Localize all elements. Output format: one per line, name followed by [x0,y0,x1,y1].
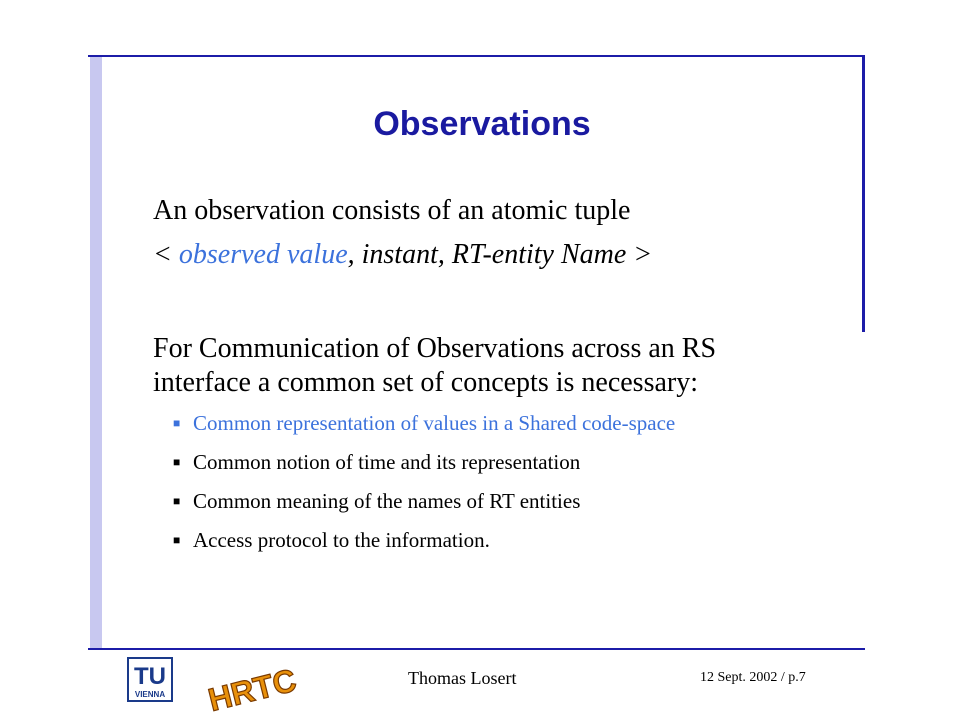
square-bullet-icon: ■ [173,455,181,469]
hrtc-logo-text: HRTC [204,661,300,719]
frame-right-line [862,55,865,332]
concepts-paragraph [153,332,716,400]
paragraph-line-2: interface a common set of concepts is necessary: [153,367,699,398]
list-item [173,449,675,488]
footer-author: Thomas Losert [408,668,517,688]
tu-vienna-logo [127,657,173,702]
slide-title: Observations [373,105,591,143]
frame-top-line [88,55,865,57]
intro-line: An observation consists of an atomic tuple [153,195,631,226]
observed-value-text: observed value [178,239,348,270]
square-bullet-icon: ■ [173,494,181,508]
hrtc-logo [204,655,300,719]
tuple-open: < [153,239,179,270]
list-item-text: Common representation of values in a Shared code-space [193,411,676,435]
list-item [173,488,675,527]
tuple-line [153,238,652,272]
paragraph-line-1: For Communication of Observations across an RS [153,333,717,364]
list-item-text: Common meaning of the names of RT entities [193,489,581,513]
list-item [173,410,675,449]
tu-logo-vienna: VIENNA [134,690,166,699]
left-side-bar [90,57,102,648]
tuple-rest: , instant, RT-entity Name > [347,239,653,270]
frame-bottom-line [88,648,865,650]
square-bullet-icon: ■ [173,416,181,430]
list-item-text: Common notion of time and its representation [193,450,581,474]
concepts-list [173,410,675,566]
footer-page-info: 12 Sept. 2002 / p.7 [700,670,806,685]
list-item-text: Access protocol to the information. [193,528,490,552]
tu-logo-letters: TU [134,663,166,690]
square-bullet-icon: ■ [173,533,181,547]
list-item [173,527,675,566]
